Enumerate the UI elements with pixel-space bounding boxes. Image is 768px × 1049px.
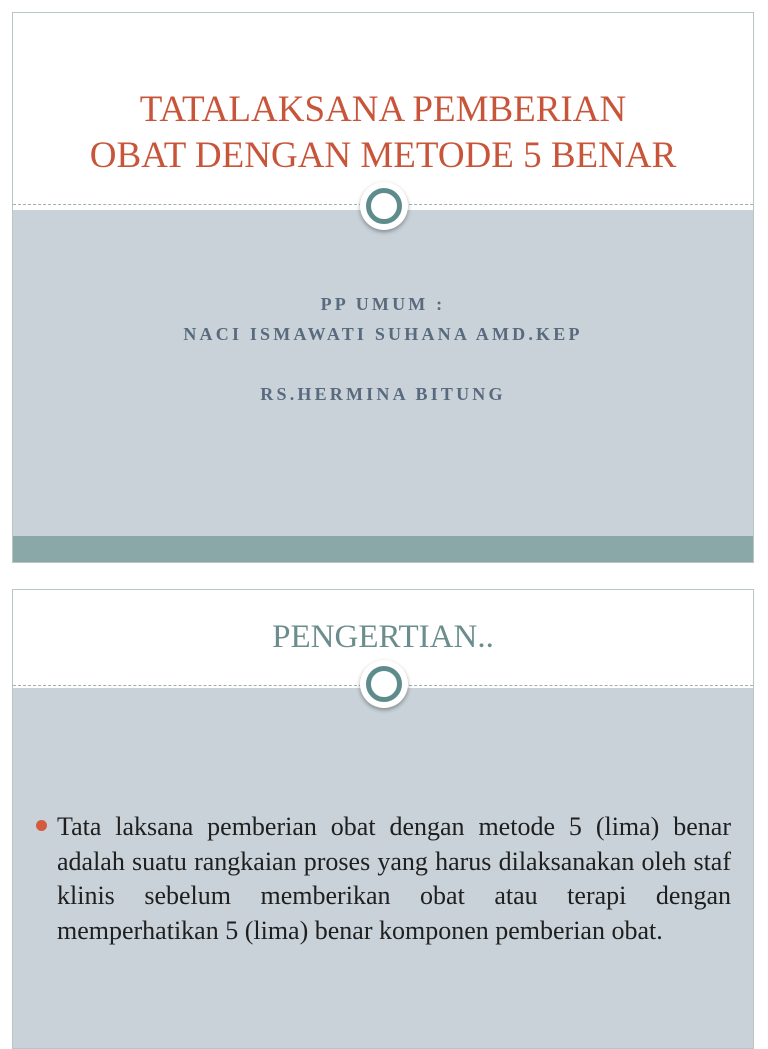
content-area bbox=[13, 210, 753, 562]
bullet-dot-icon bbox=[36, 820, 47, 831]
circle-ornament-icon bbox=[360, 660, 408, 708]
title-line-2: OBAT DENGAN METODE 5 BENAR bbox=[89, 135, 677, 176]
title-area bbox=[13, 13, 753, 206]
subtitle-spacer bbox=[13, 349, 753, 379]
slide-title bbox=[13, 87, 753, 179]
subtitle-line-2: NACI ISMAWATI SUHANA AMD.KEP bbox=[183, 324, 583, 344]
slide-title: PENGERTIAN.. bbox=[272, 619, 494, 655]
slide-2 bbox=[12, 589, 754, 1049]
slide-1 bbox=[12, 12, 754, 563]
subtitle-line-1: PP UMUM : bbox=[320, 294, 446, 314]
content-area bbox=[13, 688, 753, 1048]
bullet-text: Tata laksana pemberian obat dengan metode 5 (lima) benar adalah suatu rangkaian proses yang harus dilaksanakan oleh staf klinis sebelum memberikan obat atau terapi dengan memperhatikan 5 (lima) benar komponen pemberian obat. bbox=[57, 812, 731, 945]
subtitle-block bbox=[13, 289, 753, 409]
title-line-1: TATALAKSANA PEMBERIAN bbox=[139, 89, 627, 130]
footer-band bbox=[13, 536, 753, 562]
subtitle-line-3: RS.HERMINA BITUNG bbox=[260, 384, 506, 404]
circle-ornament-icon bbox=[360, 182, 408, 230]
